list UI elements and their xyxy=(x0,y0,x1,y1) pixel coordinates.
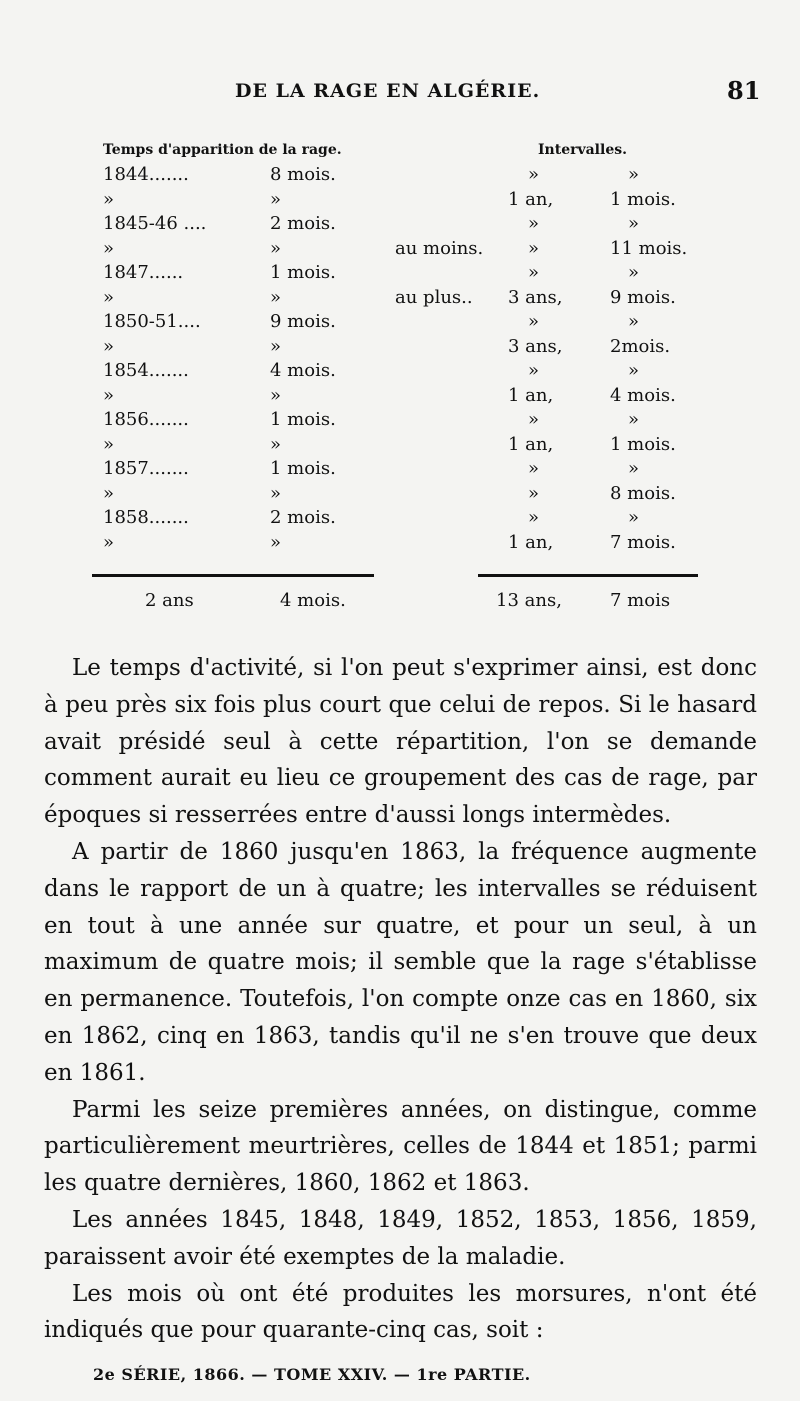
cell-year: » xyxy=(103,237,115,259)
cell-duration: » xyxy=(270,384,282,406)
cell-year: 1858....... xyxy=(103,507,189,528)
table-row xyxy=(0,262,800,286)
table-row xyxy=(0,385,800,409)
paragraph: Le temps d'activité, si l'on peut s'exprimer ainsi, est donc à peu près six fois plus court que celui de repos. Si le hasard avait présidé seul à cette répartition, l'on se demande comment aurait eu lieu ce groupement des cas de rage, par époques si resserrées entre d'aussi longs intermèdes. xyxy=(44,655,757,829)
cell-year: » xyxy=(103,531,115,553)
cell-interval-months: » xyxy=(628,409,640,430)
cell-interval-years: » xyxy=(528,360,540,381)
running-header xyxy=(0,76,800,110)
cell-year: » xyxy=(103,482,115,504)
cell-duration: 1 mois. xyxy=(270,458,336,479)
paragraph: Les années 1845, 1848, 1849, 1852, 1853, 1856, 1859, paraissent avoir été exemptes de la maladie. xyxy=(44,1206,757,1270)
cell-year: 1857....... xyxy=(103,458,189,479)
cell-year: » xyxy=(103,188,115,210)
running-title: DE LA RAGE EN ALGÉRIE. xyxy=(235,80,541,102)
table-row xyxy=(0,287,800,311)
paragraph: Parmi les seize premières années, on distingue, comme particulièrement meurtrières, celles de 1844 et 1851; parmi les quatre dernières, 1860, 1862 et 1863. xyxy=(44,1096,757,1197)
cell-duration: » xyxy=(270,335,282,357)
cell-interval-months: 1 mois. xyxy=(610,188,676,210)
cell-interval-years: » xyxy=(528,262,540,283)
cell-duration: » xyxy=(270,433,282,455)
table-header-left: Temps d'apparition de la rage. xyxy=(103,142,342,158)
cell-interval-months: 8 mois. xyxy=(610,482,676,504)
sum-rule-left xyxy=(92,574,374,577)
table-row xyxy=(0,336,800,360)
cell-interval-years: 1 an, xyxy=(508,188,554,210)
cell-duration: 4 mois. xyxy=(270,360,336,381)
cell-year: 1854....... xyxy=(103,360,189,381)
cell-interval-months: » xyxy=(628,213,640,234)
table-row xyxy=(0,164,800,188)
cell-year: 1856....... xyxy=(103,409,189,430)
cell-interval-years: 1 an, xyxy=(508,433,554,455)
cell-interval-years: » xyxy=(528,213,540,234)
cell-interval-months: 11 mois. xyxy=(610,237,688,259)
table-row xyxy=(0,409,800,433)
cell-interval-months: » xyxy=(628,507,640,528)
cell-interval-months: » xyxy=(628,311,640,332)
cell-year: 1847...... xyxy=(103,262,184,283)
total-right-months: 7 mois xyxy=(610,590,671,611)
table-row xyxy=(0,507,800,531)
cell-interval-months: 2mois. xyxy=(610,335,671,357)
cell-interval-months: 9 mois. xyxy=(610,286,676,308)
cell-interval-years: » xyxy=(528,507,540,528)
cell-duration: 2 mois. xyxy=(270,213,336,234)
cell-interval-years: » xyxy=(528,409,540,430)
cell-interval-months: 1 mois. xyxy=(610,433,676,455)
body-text xyxy=(44,650,757,1349)
cell-interval-years: 1 an, xyxy=(508,531,554,553)
table-row xyxy=(0,360,800,384)
cell-interval-years: » xyxy=(528,482,540,504)
table-row xyxy=(0,458,800,482)
cell-interval-months: 7 mois. xyxy=(610,531,676,553)
sum-rule-right xyxy=(478,574,698,577)
footer-signature: 2e SÉRIE, 1866. — TOME XXIV. — 1re PARTIE. xyxy=(93,1365,531,1384)
cell-year: 1850-51.... xyxy=(103,311,201,332)
cell-interval-months: » xyxy=(628,360,640,381)
cell-interval-months: 4 mois. xyxy=(610,384,676,406)
total-left-years: 2 ans xyxy=(145,590,194,611)
cell-duration: 2 mois. xyxy=(270,507,336,528)
table-header-right: Intervalles. xyxy=(538,142,627,158)
paragraph: A partir de 1860 jusqu'en 1863, la fréquence augmente dans le rapport de un à quatre; les intervalles se réduisent en tout à une année sur quatre, et pour un seul, à un maximum de quatre mois; il semble que la rage s'établisse en permanence. Toutefois, l'on compte onze cas en 1860, six en 1862, cinq en 1863, tandis qu'il ne s'en trouve que deux en 1861. xyxy=(44,838,757,1086)
cell-interval-years: » xyxy=(528,458,540,479)
cell-duration: 8 mois. xyxy=(270,164,336,185)
total-left-months: 4 mois. xyxy=(280,590,346,611)
table-row xyxy=(0,532,800,556)
cell-year: » xyxy=(103,335,115,357)
total-right-years: 13 ans, xyxy=(496,590,562,611)
cell-duration: 9 mois. xyxy=(270,311,336,332)
cell-interval-years: 3 ans, xyxy=(508,286,563,308)
cell-duration: » xyxy=(270,286,282,308)
cell-duration: 1 mois. xyxy=(270,262,336,283)
cell-interval-months: » xyxy=(628,458,640,479)
page-number: 81 xyxy=(727,76,761,105)
paragraph: Les mois où ont été produites les morsures, n'ont été indiqués que pour quarante-cinq cas, soit : xyxy=(44,1280,757,1344)
cell-interval-years: » xyxy=(528,164,540,185)
cell-note: au plus.. xyxy=(395,286,473,308)
cell-year: » xyxy=(103,384,115,406)
cell-year: 1845-46 .... xyxy=(103,213,207,234)
cell-duration: » xyxy=(270,531,282,553)
cell-interval-years: 3 ans, xyxy=(508,335,563,357)
table-row xyxy=(0,189,800,213)
cell-interval-months: » xyxy=(628,164,640,185)
cell-year: 1844....... xyxy=(103,164,189,185)
cell-note: au moins. xyxy=(395,237,484,259)
table-row xyxy=(0,213,800,237)
table-row xyxy=(0,311,800,335)
cell-duration: » xyxy=(270,237,282,259)
table-row xyxy=(0,483,800,507)
cell-interval-years: » xyxy=(528,237,540,259)
cell-interval-years: 1 an, xyxy=(508,384,554,406)
cell-year: » xyxy=(103,433,115,455)
cell-interval-years: » xyxy=(528,311,540,332)
cell-duration: 1 mois. xyxy=(270,409,336,430)
cell-interval-months: » xyxy=(628,262,640,283)
cell-year: » xyxy=(103,286,115,308)
table-row xyxy=(0,238,800,262)
cell-duration: » xyxy=(270,188,282,210)
cell-duration: » xyxy=(270,482,282,504)
table-row xyxy=(0,434,800,458)
